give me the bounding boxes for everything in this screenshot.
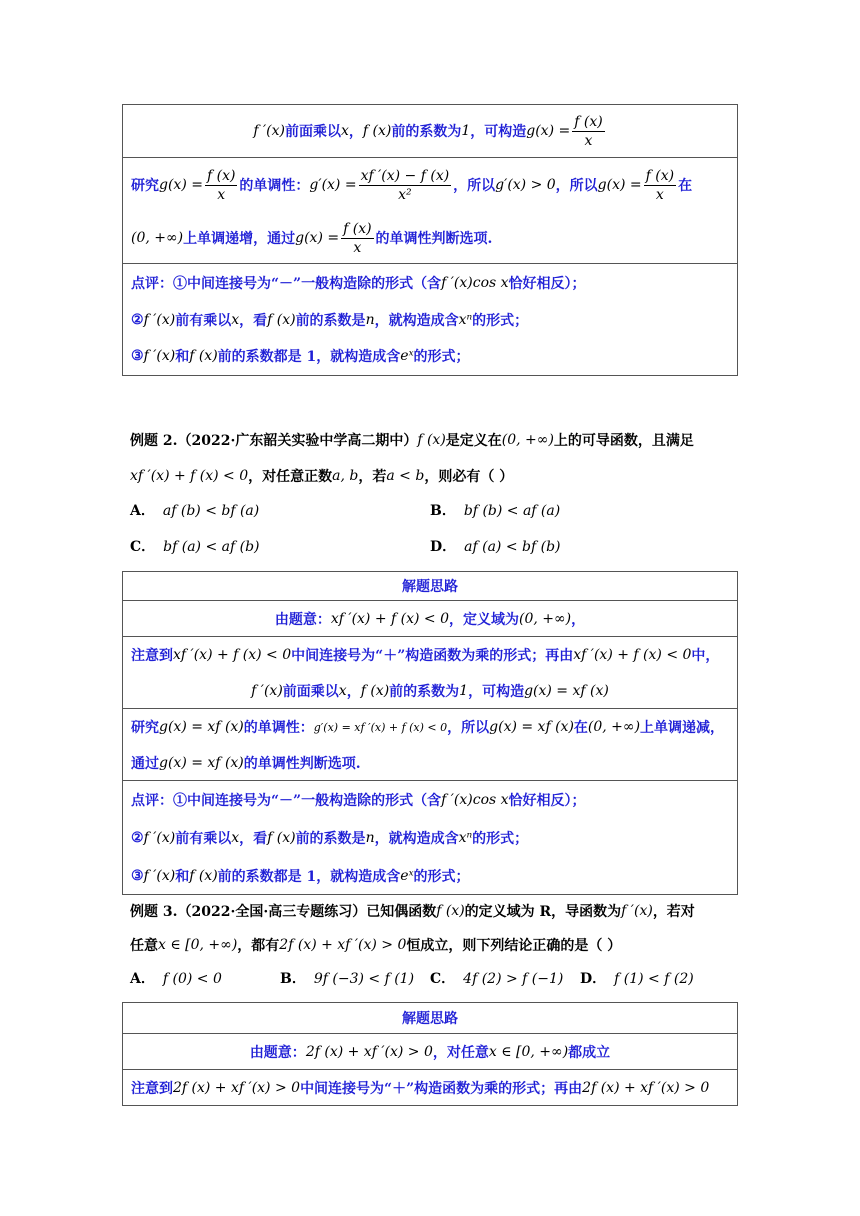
math: 2f (x) + xf ′(x) > 0 — [173, 1080, 301, 1096]
math: f ′(x) — [143, 868, 176, 884]
option-c[interactable] — [430, 968, 563, 988]
text: ，所以 — [447, 720, 490, 736]
math: g(x) = — [159, 177, 203, 193]
fraction — [572, 113, 604, 150]
option-label: D． — [430, 539, 457, 555]
math: g(x) = xf (x) — [159, 719, 244, 735]
text: 由题意： — [249, 1045, 306, 1061]
text: 和 — [175, 869, 190, 885]
text: 上单调递减， — [640, 720, 725, 736]
math: g(x) = xf (x) — [159, 755, 244, 771]
option-a[interactable] — [130, 968, 222, 988]
option-text: f (0) < 0 — [162, 971, 222, 987]
math: (0, +∞) — [501, 432, 554, 448]
option-label: A． — [130, 971, 155, 987]
math: eˣ — [400, 868, 414, 884]
math: xf ′(x) + f (x) < 0 — [173, 647, 292, 663]
text: ，对任意正数 — [248, 469, 333, 485]
text: ，则必有（ ） — [424, 469, 514, 485]
text: ，定义域为 — [449, 612, 520, 628]
denominator: x — [353, 239, 362, 256]
fraction — [341, 220, 373, 257]
math: f ′(x) — [143, 312, 176, 328]
text: ，都有 — [237, 938, 280, 954]
text: ，就构造成含 — [374, 313, 459, 329]
fraction — [205, 167, 237, 204]
box3-row-2 — [123, 1069, 737, 1105]
text: ，看 — [239, 831, 268, 847]
text: ，若 — [358, 469, 387, 485]
denominator: x² — [398, 186, 412, 203]
option-label: C． — [130, 539, 156, 555]
solution-box-2 — [122, 571, 738, 895]
math: f (x) — [417, 432, 446, 448]
text: ， — [571, 612, 586, 628]
math: a < b — [386, 468, 425, 484]
denominator: x — [217, 186, 226, 203]
math: f (x) — [189, 868, 218, 884]
math: (0, +∞) — [519, 611, 572, 627]
math: eˣ — [400, 348, 414, 364]
text: ② — [131, 830, 144, 846]
text: 前的系数都是 1，就构造成含 — [217, 349, 401, 365]
text: 注意到 — [131, 1081, 173, 1097]
text: 是定义在 — [445, 433, 502, 449]
math: f ′(x) — [143, 830, 176, 846]
math: f ′(x)cos x — [441, 275, 509, 291]
text: 恰好相反）； — [508, 276, 586, 292]
text: 任意 — [130, 938, 158, 954]
math: n — [365, 312, 375, 328]
box3-row-1 — [123, 1033, 737, 1069]
math: a, b — [332, 468, 359, 484]
text: ，可构造 — [468, 684, 525, 700]
math: f (x) — [360, 683, 390, 699]
math: f ′(x) — [143, 348, 176, 364]
math: xf ′(x) + f (x) < 0 — [130, 468, 249, 484]
math: f (x) — [436, 903, 465, 919]
math: g(x) = — [526, 123, 571, 139]
math: xf ′(x) + f (x) < 0 — [330, 611, 450, 627]
math: 2f (x) + xf ′(x) > 0 — [279, 937, 407, 953]
text: 通过 — [131, 756, 159, 772]
numerator: xf ′(x) − f (x) — [360, 167, 450, 184]
math: 1 — [459, 683, 469, 699]
math: x ∈ [0, +∞) — [158, 937, 238, 953]
text: ② — [131, 312, 144, 328]
box-title: 解题思路 — [402, 579, 458, 595]
text: 的单调性： — [239, 178, 310, 194]
box2-title — [123, 572, 737, 600]
fraction — [644, 167, 676, 204]
math: f ′(x) — [621, 903, 653, 919]
text: ， — [348, 124, 363, 140]
option-d[interactable] — [580, 968, 694, 988]
text: 在 — [573, 720, 588, 736]
text: 的形式； — [413, 349, 470, 365]
numerator: f (x) — [574, 113, 603, 130]
example-2-line-2 — [130, 464, 513, 488]
math: x — [340, 123, 349, 139]
math: x ∈ [0, +∞) — [488, 1044, 569, 1060]
math: xf ′(x) + f (x) < 0 — [573, 647, 692, 663]
text: 研究 — [131, 720, 159, 736]
option-text: f (1) < f (2) — [614, 971, 694, 987]
text: 中， — [691, 648, 720, 664]
option-label: B． — [430, 503, 456, 519]
math: g′(x) = — [309, 177, 357, 193]
text: 中间连接号为“＋”构造函数为乘的形式；再由 — [300, 1081, 583, 1097]
math: x — [231, 312, 240, 328]
box2-row-3 — [123, 708, 737, 780]
box1-comment — [123, 263, 737, 375]
math: x — [231, 830, 240, 846]
text: 前的系数为 — [389, 684, 460, 700]
numerator: f (x) — [343, 220, 372, 237]
example-3-line-1 — [130, 898, 695, 924]
text: ，对任意 — [432, 1045, 489, 1061]
text: 例题 2.（2022·广东韶关实验中学高二期中） — [130, 433, 418, 449]
option-text: af (a) < bf (b) — [464, 539, 561, 555]
text: 前面乘以 — [284, 124, 341, 140]
text: 恒成立，则下列结论正确的是（ ） — [406, 938, 622, 954]
math: xⁿ — [458, 830, 473, 846]
text: 点评：①中间连接号为“－”一般构造除的形式（含 — [131, 276, 442, 292]
text: 的单调性判断选项. — [243, 756, 361, 772]
option-text: bf (a) < af (b) — [163, 539, 260, 555]
text: ， — [346, 684, 361, 700]
text: ，可构造 — [470, 124, 527, 140]
option-b[interactable] — [430, 500, 560, 520]
option-a[interactable] — [130, 500, 259, 520]
box1-row-2 — [123, 157, 737, 263]
text: ，若对 — [652, 904, 695, 920]
example-2-line-1 — [130, 428, 694, 452]
box2-comment — [123, 780, 737, 894]
math: f (x) — [267, 312, 296, 328]
text: 前面乘以 — [282, 684, 339, 700]
math: (0, +∞) — [131, 230, 184, 246]
text: ，所以 — [555, 178, 598, 194]
math: g(x) = — [295, 230, 340, 246]
text: 的定义域为 R，导函数为 — [464, 904, 622, 920]
denominator: x — [584, 132, 593, 149]
math: x — [338, 683, 347, 699]
text: 中间连接号为“＋”构造函数为乘的形式；再由 — [291, 648, 574, 664]
text: ，所以 — [453, 178, 496, 194]
text: 上的可导函数，且满足 — [553, 433, 694, 449]
option-label: C． — [430, 971, 456, 987]
text: 在 — [678, 178, 693, 194]
text: 点评：①中间连接号为“－”一般构造除的形式（含 — [131, 793, 442, 809]
math: (0, +∞) — [587, 719, 641, 735]
text: 前的系数为 — [391, 124, 462, 140]
option-text: af (b) < bf (a) — [162, 503, 260, 519]
denominator: x — [655, 186, 664, 203]
solution-box-3 — [122, 1002, 738, 1106]
math: n — [365, 830, 375, 846]
text: ，看 — [239, 313, 268, 329]
math: f ′(x) — [253, 123, 285, 139]
math: f (x) — [362, 123, 392, 139]
math: f ′(x) — [251, 683, 283, 699]
solution-box-1 — [122, 104, 738, 376]
text: 注意到 — [131, 648, 173, 664]
fraction — [359, 167, 452, 204]
math: 1 — [461, 123, 471, 139]
math: f (x) — [267, 830, 296, 846]
math: 2f (x) + xf ′(x) > 0 — [305, 1044, 433, 1060]
math: g′(x) > 0 — [495, 177, 556, 193]
option-text: 9f (−3) < f (1) — [313, 971, 415, 987]
text: 由题意： — [274, 612, 331, 628]
text: 的单调性： — [243, 720, 314, 736]
math: g′(x) = xf ′(x) + f (x) < 0 — [313, 720, 448, 734]
text: 前的系数是 — [295, 313, 366, 329]
option-c[interactable] — [130, 536, 260, 556]
math: g(x) = xf (x) — [524, 683, 609, 699]
math: 2f (x) + xf ′(x) > 0 — [582, 1080, 710, 1096]
math: f (x) — [189, 348, 218, 364]
text: 上单调递增，通过 — [183, 231, 296, 247]
option-label: A． — [130, 503, 155, 519]
numerator: f (x) — [645, 167, 675, 184]
text: 研究 — [131, 178, 159, 194]
text: 恰好相反）； — [508, 793, 586, 809]
numerator: f (x) — [206, 167, 236, 184]
text: 前的系数是 — [295, 831, 366, 847]
text: 和 — [175, 349, 190, 365]
text: 的形式； — [472, 831, 529, 847]
text: 的形式； — [413, 869, 470, 885]
box1-row-1 — [123, 105, 737, 157]
text: ③ — [131, 348, 144, 364]
option-label: D． — [580, 971, 607, 987]
option-text: bf (b) < af (a) — [463, 503, 561, 519]
text: 前有乘以 — [175, 313, 232, 329]
text: 前的系数都是 1，就构造成含 — [217, 869, 401, 885]
box-title: 解题思路 — [402, 1011, 458, 1027]
math: g(x) = xf (x) — [489, 719, 574, 735]
text: ③ — [131, 868, 144, 884]
text: 的单调性判断选项. — [375, 231, 493, 247]
text: 的形式； — [472, 313, 529, 329]
box2-row-1 — [123, 600, 737, 636]
option-b[interactable] — [280, 968, 414, 988]
example-3-line-2 — [130, 932, 621, 958]
box3-title — [123, 1003, 737, 1033]
text: 都成立 — [568, 1045, 611, 1061]
math: g(x) = — [597, 177, 642, 193]
option-label: B． — [280, 971, 306, 987]
math: xⁿ — [458, 312, 473, 328]
math: f ′(x)cos x — [441, 792, 509, 808]
option-d[interactable] — [430, 536, 561, 556]
option-text: 4f (2) > f (−1) — [463, 971, 564, 987]
box2-row-2 — [123, 636, 737, 708]
text: 前有乘以 — [175, 831, 232, 847]
text: ，就构造成含 — [374, 831, 459, 847]
text: 例题 3.（2022·全国·高三专题练习）已知偶函数 — [130, 904, 437, 920]
